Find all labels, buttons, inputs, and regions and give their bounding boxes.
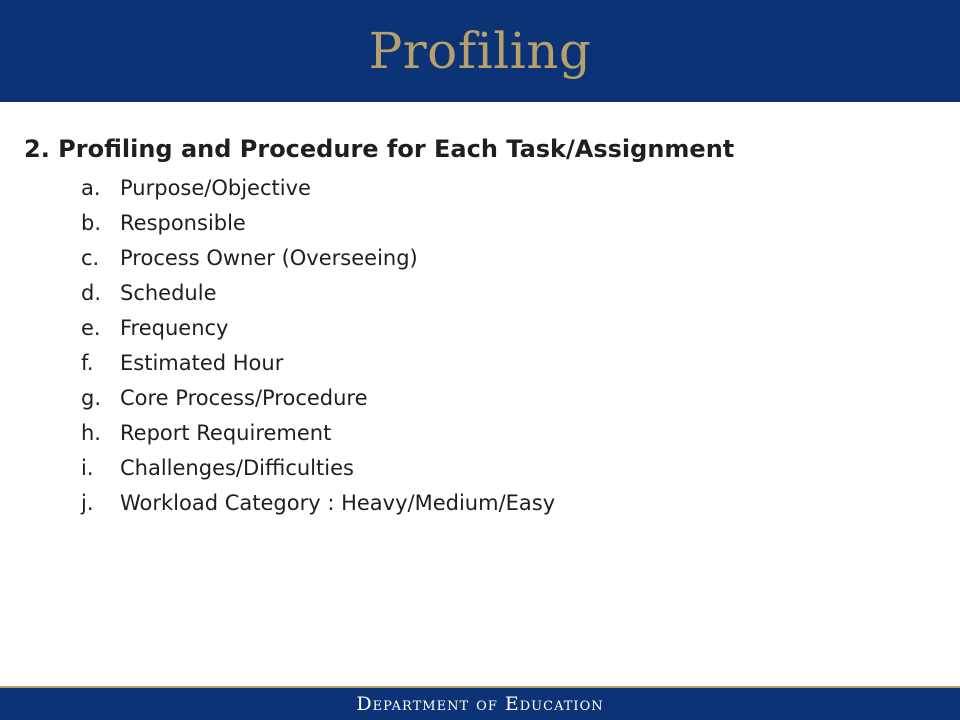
list-item <box>81 415 934 450</box>
list-item-text: Core Process/Procedure <box>120 385 368 410</box>
list-item-letter: h. <box>81 420 101 445</box>
slide-content <box>24 132 934 520</box>
list-item-text: Report Requirement <box>120 420 332 445</box>
list-item <box>81 275 934 310</box>
list-item-letter: b. <box>81 210 102 235</box>
section-heading: 2. Profiling and Procedure for Each Task/Assignment <box>24 135 735 163</box>
list-item <box>81 170 934 205</box>
list-item-letter: i. <box>81 455 94 480</box>
list-item-letter: f. <box>81 350 94 375</box>
list-item-letter: d. <box>81 280 102 305</box>
list-item-letter: e. <box>81 315 101 340</box>
list-item-letter: g. <box>81 385 102 410</box>
slide-title: Profiling <box>368 22 592 80</box>
list-item-text: Estimated Hour <box>120 350 284 375</box>
list-item <box>81 450 934 485</box>
list-item-text: Process Owner (Overseeing) <box>120 245 418 270</box>
list-item-letter: a. <box>81 175 101 200</box>
footer-text: Department of Education <box>356 693 604 715</box>
list-item-text: Workload Category : Heavy/Medium/Easy <box>120 490 556 515</box>
footer-bar <box>0 686 960 720</box>
list-item-text: Schedule <box>120 280 217 305</box>
list-item-letter: c. <box>81 245 100 270</box>
list-item-text: Frequency <box>120 315 229 340</box>
list-item-letter: j. <box>81 490 94 515</box>
list-item-text: Challenges/Difficulties <box>120 455 354 480</box>
item-list <box>81 170 934 520</box>
header-bar <box>0 0 960 102</box>
list-item-text: Purpose/Objective <box>120 175 311 200</box>
list-item-text: Responsible <box>120 210 246 235</box>
list-item <box>81 345 934 380</box>
list-item <box>81 310 934 345</box>
list-item <box>81 485 934 520</box>
list-item <box>81 205 934 240</box>
list-item <box>81 240 934 275</box>
list-item <box>81 380 934 415</box>
